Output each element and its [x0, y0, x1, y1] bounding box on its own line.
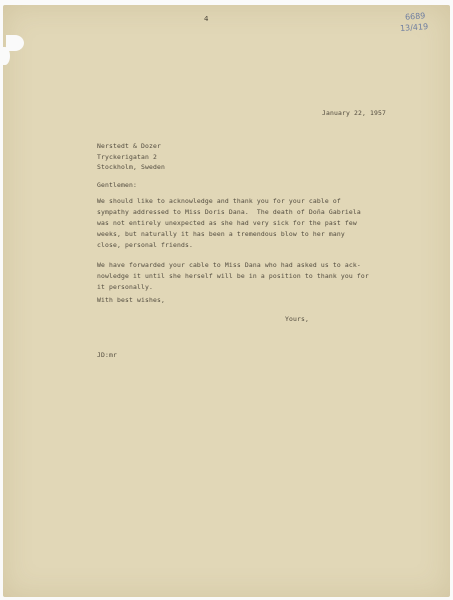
- typist-initials: JD:mr: [97, 351, 117, 359]
- archive-number-line1: 6689: [404, 11, 426, 22]
- recipient-street: Tryckerigatan 2: [97, 153, 157, 161]
- archive-number-line2: 13/419: [399, 22, 429, 33]
- paragraph-two: We have forwarded your cable to Miss Dana who had asked us to ack- nowledge it until she herself will be in a position to thank you for it personally.: [97, 261, 369, 291]
- recipient-name: Nerstedt & Dozer: [97, 142, 161, 150]
- torn-edge: [6, 35, 24, 51]
- salutation: Gentlemen:: [97, 181, 137, 189]
- recipient-city: Stockholm, Sweden: [97, 163, 165, 171]
- torn-edge-lower: [0, 47, 10, 65]
- paper-sheet: [3, 5, 450, 597]
- paragraph-one: We should like to acknowledge and thank you for your cable of sympathy addressed to Miss Doris Dana. The death of Doña Gabriela was not entirely unexpected as she had very sick for the past few weeks, but naturally it has been a tremendous blow to her many close, personal friends.: [97, 197, 361, 249]
- closing: With best wishes,: [97, 296, 165, 304]
- signoff: Yours,: [285, 315, 309, 323]
- folio-mark: 4: [204, 15, 209, 23]
- letter-date: January 22, 1957: [322, 109, 386, 117]
